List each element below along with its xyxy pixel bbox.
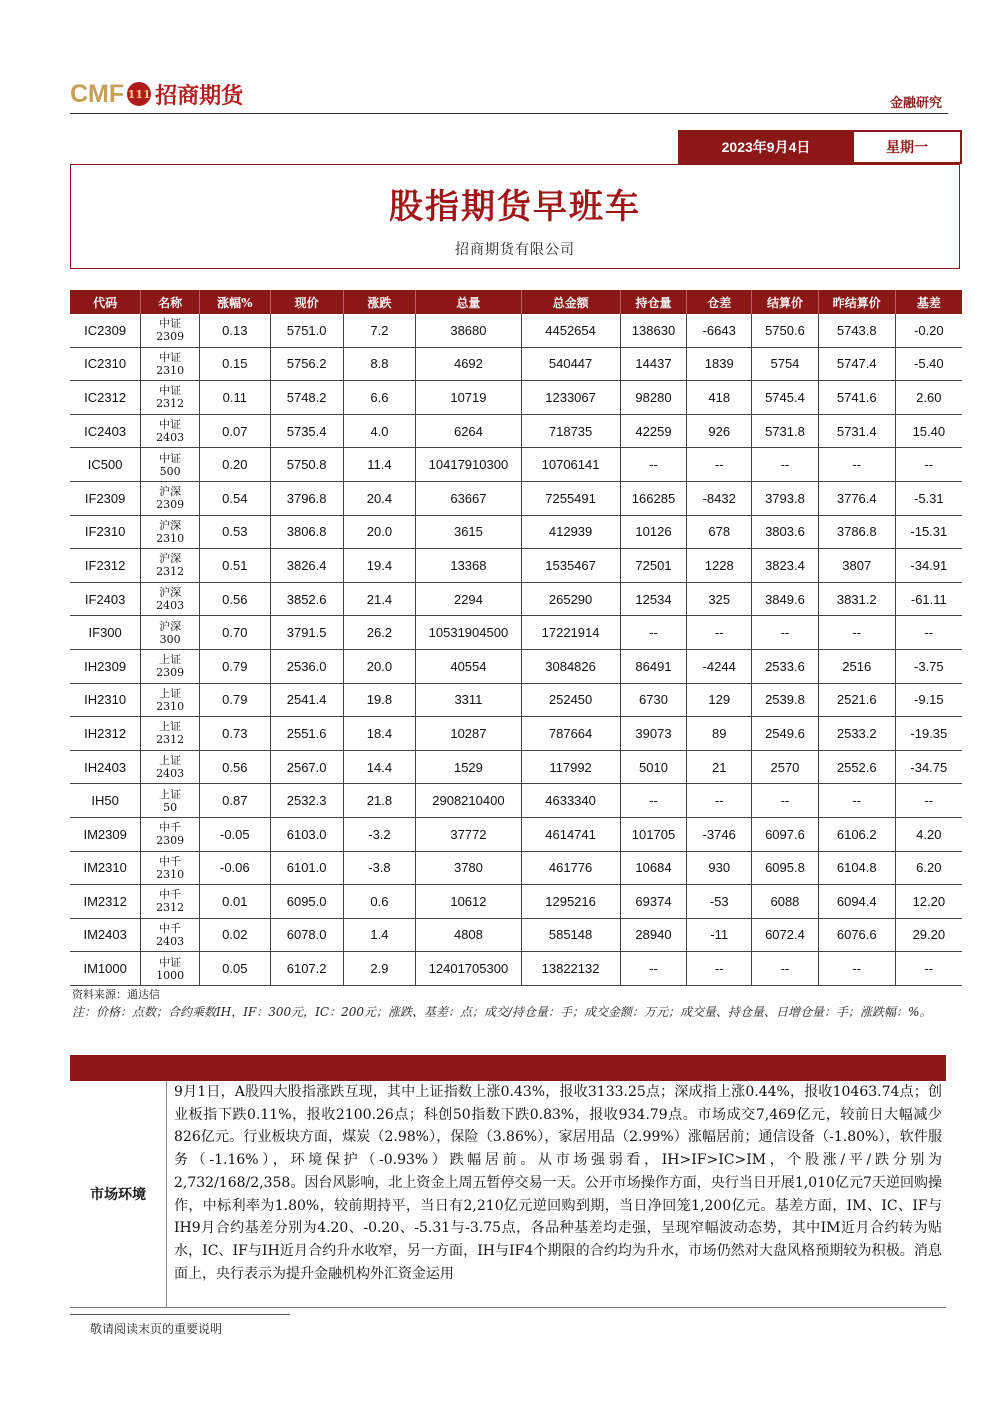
department-label: 金融研究 (889, 96, 942, 111)
table-cell: 中证 500 (141, 448, 200, 482)
title-box (70, 164, 960, 269)
table-cell: 0.15 (199, 347, 270, 381)
table-cell: 166285 (620, 481, 687, 515)
table-cell: IH50 (70, 784, 141, 818)
table-cell: IC2312 (70, 381, 141, 415)
table-cell: 98280 (620, 381, 687, 415)
table-cell: IC2310 (70, 347, 141, 381)
table-cell: IM2403 (70, 918, 141, 952)
table-cell: 2908210400 (416, 784, 521, 818)
table-row (70, 549, 962, 583)
table-cell: 6.6 (343, 381, 416, 415)
table-cell: 中证 2403 (141, 414, 200, 448)
table-cell: 中千 2403 (141, 918, 200, 952)
table-cell: 15.40 (895, 414, 962, 448)
table-cell: 5747.4 (818, 347, 895, 381)
table-cell: 上证 2310 (141, 683, 200, 717)
table-cell: IM2312 (70, 885, 141, 919)
table-cell: 6094.4 (818, 885, 895, 919)
table-cell: -- (752, 952, 819, 986)
table-cell: 14437 (620, 347, 687, 381)
table-cell: 3826.4 (270, 549, 343, 583)
table-cell: 0.87 (199, 784, 270, 818)
table-cell: 5756.2 (270, 347, 343, 381)
table-cell: -- (687, 616, 752, 650)
table-cell: 0.6 (343, 885, 416, 919)
table-cell: 中千 2309 (141, 817, 200, 851)
table-cell: 2539.8 (752, 683, 819, 717)
table-cell: 3615 (416, 515, 521, 549)
table-cell: -- (818, 784, 895, 818)
table-cell: 4614741 (521, 817, 620, 851)
table-cell: 6103.0 (270, 817, 343, 851)
table-row (70, 750, 962, 784)
table-cell: 沪深 2310 (141, 515, 200, 549)
table-cell: -0.20 (895, 314, 962, 347)
table-cell: 3831.2 (818, 582, 895, 616)
table-cell: -- (620, 448, 687, 482)
table-cell: 0.53 (199, 515, 270, 549)
table-cell: 5751.0 (270, 314, 343, 347)
table-cell: -34.91 (895, 549, 962, 583)
table-cell: 0.20 (199, 448, 270, 482)
table-cell: 101705 (620, 817, 687, 851)
table-cell: 540447 (521, 347, 620, 381)
table-cell: 2536.0 (270, 649, 343, 683)
table-cell: -- (687, 784, 752, 818)
table-cell: 中证 1000 (141, 952, 200, 986)
table-cell: 5010 (620, 750, 687, 784)
table-cell: 2532.3 (270, 784, 343, 818)
table-cell: 930 (687, 851, 752, 885)
table-cell: 12401705300 (416, 952, 521, 986)
table-cell: 中千 2312 (141, 885, 200, 919)
table-cell: 6730 (620, 683, 687, 717)
table-cell: -- (818, 448, 895, 482)
table-cell: -4244 (687, 649, 752, 683)
table-cell: IH2309 (70, 649, 141, 683)
table-cell: 129 (687, 683, 752, 717)
report-title: 股指期货早班车 (389, 187, 641, 227)
table-cell: 252450 (521, 683, 620, 717)
table-cell: 2.9 (343, 952, 416, 986)
table-cell: 7255491 (521, 481, 620, 515)
market-environment-section (70, 1081, 946, 1307)
table-cell: 21 (687, 750, 752, 784)
table-cell: IF2310 (70, 515, 141, 549)
table-cell: 5748.2 (270, 381, 343, 415)
table-cell: IC500 (70, 448, 141, 482)
table-cell: 2533.2 (818, 717, 895, 751)
table-cell: 4452654 (521, 314, 620, 347)
table-cell: -3746 (687, 817, 752, 851)
table-cell: 6076.6 (818, 918, 895, 952)
table-cell: 1.4 (343, 918, 416, 952)
table-cell: 10719 (416, 381, 521, 415)
table-cell: 21.8 (343, 784, 416, 818)
column-header: 涨跌 (343, 290, 416, 314)
table-row (70, 582, 962, 616)
logo-chinese-name: 招商期货 (155, 82, 244, 109)
table-cell: -- (818, 616, 895, 650)
table-cell: 265290 (521, 582, 620, 616)
table-cell: 2533.6 (752, 649, 819, 683)
table-cell: 0.01 (199, 885, 270, 919)
table-cell: IC2403 (70, 414, 141, 448)
table-cell: 1839 (687, 347, 752, 381)
table-cell: 5754 (752, 347, 819, 381)
table-cell: -- (620, 952, 687, 986)
table-cell: 0.51 (199, 549, 270, 583)
table-cell: 中证 2310 (141, 347, 200, 381)
table-cell: 沪深 300 (141, 616, 200, 650)
table-cell: 20.0 (343, 649, 416, 683)
table-cell: -61.11 (895, 582, 962, 616)
table-cell: -9.15 (895, 683, 962, 717)
table-cell: 4.0 (343, 414, 416, 448)
table-cell: 10706141 (521, 448, 620, 482)
table-cell: 上证 50 (141, 784, 200, 818)
table-cell: 0.11 (199, 381, 270, 415)
table-cell: 上证 2309 (141, 649, 200, 683)
table-cell: 2541.4 (270, 683, 343, 717)
table-cell: 5745.4 (752, 381, 819, 415)
table-cell: 69374 (620, 885, 687, 919)
content-bottom-rule (70, 1307, 946, 1308)
table-cell: -- (895, 784, 962, 818)
table-cell: 上证 2403 (141, 750, 200, 784)
table-cell: -53 (687, 885, 752, 919)
table-cell: -8432 (687, 481, 752, 515)
column-header: 总量 (416, 290, 521, 314)
table-cell: 0.07 (199, 414, 270, 448)
table-row (70, 683, 962, 717)
table-cell: 787664 (521, 717, 620, 751)
table-cell: 2567.0 (270, 750, 343, 784)
table-cell: 4633340 (521, 784, 620, 818)
table-cell: IM2309 (70, 817, 141, 851)
table-cell: 6072.4 (752, 918, 819, 952)
table-cell: 中千 2310 (141, 851, 200, 885)
table-cell: -- (895, 616, 962, 650)
table-cell: 6088 (752, 885, 819, 919)
table-cell: IF2309 (70, 481, 141, 515)
futures-quote-table (70, 290, 962, 986)
table-cell: 6095.8 (752, 851, 819, 885)
column-header: 总金额 (521, 290, 620, 314)
table-cell: IH2403 (70, 750, 141, 784)
table-cell: 5731.8 (752, 414, 819, 448)
table-cell: 3791.5 (270, 616, 343, 650)
table-cell: 13368 (416, 549, 521, 583)
table-cell: -- (895, 952, 962, 986)
column-header: 基差 (895, 290, 962, 314)
table-cell: IF2403 (70, 582, 141, 616)
table-cell: -0.06 (199, 851, 270, 885)
table-row (70, 314, 962, 347)
table-cell: IF300 (70, 616, 141, 650)
table-cell: 1529 (416, 750, 521, 784)
header-divider (70, 113, 948, 114)
table-row (70, 414, 962, 448)
table-cell: -19.35 (895, 717, 962, 751)
table-cell: 718735 (521, 414, 620, 448)
market-environment-text: 9月1日，A股四大股指涨跌互现，其中上证指数上涨0.43%，报收3133.25点；深成指上涨0.44%，报收10463.74点；创业板指下跌0.11%，报收2100.26点；科创50指数下跌0.83%，报收934.79点。市场成交7,469亿元，较前日大幅减少826亿元。行业板块方面，煤炭（2.98%），保险（3.86%），家居用品（2.99%）涨幅居前；通信设备（-1.80%），软件服务（-1.16%），环境保护（-0.93%）跌幅居前。从市场强弱看，IH>IF>IC>IM，个股涨/平/跌分别为2,732/168/2,358。因台风影响，北上资金上周五暂停交易一天。公开市场操作方面，央行当日开展1,010亿元7天逆回购操作，中标利率为1.80%，较前期持平，当日有2,210亿元逆回购到期，当日净回笼1,200亿元。基差方面，IM、IC、IF与IH9月合约基差分别为4.20、-0.20、-5.31与-3.75点，各品种基差均走强，呈现窄幅波动态势，其中IM近月合约转为贴水，IC、IF与IH近月合约升水收窄，另一方面，IH与IF4个期限的合约均为升水，市场仍然对大盘风格预期较为积极。消息面上，央行表示为提升金融机构外汇资金运用 (174, 1084, 942, 1282)
company-name: 招商期货有限公司 (455, 242, 575, 258)
table-row (70, 515, 962, 549)
table-cell: 2294 (416, 582, 521, 616)
table-cell: 42259 (620, 414, 687, 448)
table-cell: -- (687, 952, 752, 986)
table-cell: 中证 2312 (141, 381, 200, 415)
footer-disclaimer: 敬请阅读末页的重要说明 (90, 1322, 223, 1336)
table-cell: 沪深 2312 (141, 549, 200, 583)
table-row (70, 381, 962, 415)
table-cell: 2.60 (895, 381, 962, 415)
table-cell: -3.75 (895, 649, 962, 683)
table-cell: 6101.0 (270, 851, 343, 885)
table-cell: 678 (687, 515, 752, 549)
column-header: 持仓量 (620, 290, 687, 314)
report-date: 2023年9月4日 (678, 130, 854, 164)
table-row (70, 717, 962, 751)
table-cell: 4.20 (895, 817, 962, 851)
logo-text: CMF (70, 79, 125, 108)
table-cell: 3084826 (521, 649, 620, 683)
table-cell: 19.8 (343, 683, 416, 717)
table-cell: 0.56 (199, 750, 270, 784)
table-cell: 3849.6 (752, 582, 819, 616)
table-cell: 20.4 (343, 481, 416, 515)
table-cell: 926 (687, 414, 752, 448)
table-cell: 5735.4 (270, 414, 343, 448)
table-cell: 10417910300 (416, 448, 521, 482)
table-cell: -- (620, 784, 687, 818)
table-cell: -0.05 (199, 817, 270, 851)
table-cell: 325 (687, 582, 752, 616)
table-cell: 3786.8 (818, 515, 895, 549)
column-header: 涨幅% (199, 290, 270, 314)
table-cell: 19.4 (343, 549, 416, 583)
table-cell: 0.05 (199, 952, 270, 986)
column-header: 仓差 (687, 290, 752, 314)
footer-divider (70, 1314, 290, 1315)
table-cell: 21.4 (343, 582, 416, 616)
table-cell: 6.20 (895, 851, 962, 885)
table-cell: 6106.2 (818, 817, 895, 851)
table-cell: -6643 (687, 314, 752, 347)
table-cell: 38680 (416, 314, 521, 347)
table-cell: IF2312 (70, 549, 141, 583)
table-cell: 中证 2309 (141, 314, 200, 347)
table-cell: IM2310 (70, 851, 141, 885)
table-cell: 0.13 (199, 314, 270, 347)
table-cell: 72501 (620, 549, 687, 583)
table-cell: 3311 (416, 683, 521, 717)
table-cell: 0.54 (199, 481, 270, 515)
table-row (70, 918, 962, 952)
table-cell: 沪深 2309 (141, 481, 200, 515)
table-cell: -11 (687, 918, 752, 952)
column-header: 结算价 (752, 290, 819, 314)
column-header: 现价 (270, 290, 343, 314)
table-cell: -- (687, 448, 752, 482)
table-cell: -- (818, 952, 895, 986)
table-cell: 10287 (416, 717, 521, 751)
table-cell: -- (752, 448, 819, 482)
company-logo (70, 78, 243, 110)
table-cell: -5.40 (895, 347, 962, 381)
table-cell: 20.0 (343, 515, 416, 549)
table-cell: 29.20 (895, 918, 962, 952)
table-cell: 1228 (687, 549, 752, 583)
table-cell: 0.79 (199, 683, 270, 717)
table-cell: 5750.6 (752, 314, 819, 347)
table-cell: 5731.4 (818, 414, 895, 448)
table-row (70, 952, 962, 986)
table-cell: 5741.6 (818, 381, 895, 415)
table-cell: 585148 (521, 918, 620, 952)
table-cell: 1233067 (521, 381, 620, 415)
table-cell: 8.8 (343, 347, 416, 381)
table-cell: 2570 (752, 750, 819, 784)
table-cell: 2551.6 (270, 717, 343, 751)
report-weekday: 星期一 (854, 130, 962, 164)
table-cell: 11.4 (343, 448, 416, 482)
table-cell: 2552.6 (818, 750, 895, 784)
page-header (70, 78, 948, 114)
table-cell: -3.2 (343, 817, 416, 851)
table-cell: 4692 (416, 347, 521, 381)
table-cell: 7.2 (343, 314, 416, 347)
table-cell: 0.70 (199, 616, 270, 650)
table-cell: -15.31 (895, 515, 962, 549)
table-cell: 3793.8 (752, 481, 819, 515)
table-cell: 6107.2 (270, 952, 343, 986)
table-row (70, 481, 962, 515)
table-body (70, 314, 962, 985)
column-header: 昨结算价 (818, 290, 895, 314)
table-row (70, 784, 962, 818)
date-bar (678, 130, 962, 164)
column-header: 名称 (141, 290, 200, 314)
table-cell: -- (752, 616, 819, 650)
table-cell: 138630 (620, 314, 687, 347)
table-cell: 18.4 (343, 717, 416, 751)
table-cell: 10126 (620, 515, 687, 549)
table-cell: 10684 (620, 851, 687, 885)
table-cell: -- (752, 784, 819, 818)
table-cell: 5750.8 (270, 448, 343, 482)
table-cell: 28940 (620, 918, 687, 952)
table-cell: -34.75 (895, 750, 962, 784)
table-row (70, 616, 962, 650)
table-cell: 3823.4 (752, 549, 819, 583)
market-environment-label: 市场环境 (70, 1081, 167, 1307)
table-row (70, 817, 962, 851)
table-row (70, 851, 962, 885)
table-cell: 2521.6 (818, 683, 895, 717)
table-cell: 89 (687, 717, 752, 751)
table-cell: 沪深 2403 (141, 582, 200, 616)
table-cell: 117992 (521, 750, 620, 784)
table-cell: IH2312 (70, 717, 141, 751)
table-cell: 10531904500 (416, 616, 521, 650)
table-cell: IC2309 (70, 314, 141, 347)
table-row (70, 448, 962, 482)
table-cell: 0.56 (199, 582, 270, 616)
table-cell: 上证 2312 (141, 717, 200, 751)
table-cell: 3780 (416, 851, 521, 885)
table-cell: 461776 (521, 851, 620, 885)
table-cell: 37772 (416, 817, 521, 851)
data-source: 资料来源：通达信 (72, 988, 160, 1001)
table-cell: 26.2 (343, 616, 416, 650)
column-header: 代码 (70, 290, 141, 314)
table-cell: 6104.8 (818, 851, 895, 885)
table-cell: 0.79 (199, 649, 270, 683)
table-cell: 2549.6 (752, 717, 819, 751)
table-cell: 4808 (416, 918, 521, 952)
table-cell: -- (895, 448, 962, 482)
table-cell: 6078.0 (270, 918, 343, 952)
table-cell: 6264 (416, 414, 521, 448)
table-row (70, 649, 962, 683)
table-row (70, 347, 962, 381)
table-cell: 17221914 (521, 616, 620, 650)
table-cell: 0.73 (199, 717, 270, 751)
table-cell: 1535467 (521, 549, 620, 583)
table-cell: -5.31 (895, 481, 962, 515)
table-cell: 40554 (416, 649, 521, 683)
table-cell: IH2310 (70, 683, 141, 717)
table-cell: 12534 (620, 582, 687, 616)
table-cell: 63667 (416, 481, 521, 515)
table-cell: 10612 (416, 885, 521, 919)
section-divider-bar (70, 1055, 946, 1081)
table-cell: 6095.0 (270, 885, 343, 919)
table-notes: 注：价格：点数；合约乘数IH，IF：300元，IC：200元；涨跌、基差：点；成交/持仓量：手；成交金额：万元；成交量、持仓量、日增仓量：手；涨跌幅：%。 (72, 1005, 932, 1019)
table-cell: 3776.4 (818, 481, 895, 515)
table-cell: 0.02 (199, 918, 270, 952)
table-cell: 3807 (818, 549, 895, 583)
table-cell: 3796.8 (270, 481, 343, 515)
table-cell: 3852.6 (270, 582, 343, 616)
table-cell: 13822132 (521, 952, 620, 986)
table-cell: 6097.6 (752, 817, 819, 851)
table-cell: -3.8 (343, 851, 416, 885)
table-cell: 5743.8 (818, 314, 895, 347)
table-cell: 412939 (521, 515, 620, 549)
table-cell: 14.4 (343, 750, 416, 784)
table-cell: 3803.6 (752, 515, 819, 549)
table-cell: 12.20 (895, 885, 962, 919)
logo-badge-icon: 111 (127, 82, 151, 106)
table-cell: 39073 (620, 717, 687, 751)
table-cell: 3806.8 (270, 515, 343, 549)
table-cell: 1295216 (521, 885, 620, 919)
table-cell: 86491 (620, 649, 687, 683)
table-cell: 2516 (818, 649, 895, 683)
table-row (70, 885, 962, 919)
table-header-row (70, 290, 962, 314)
table-cell: -- (620, 616, 687, 650)
table-cell: 418 (687, 381, 752, 415)
table-cell: IM1000 (70, 952, 141, 986)
